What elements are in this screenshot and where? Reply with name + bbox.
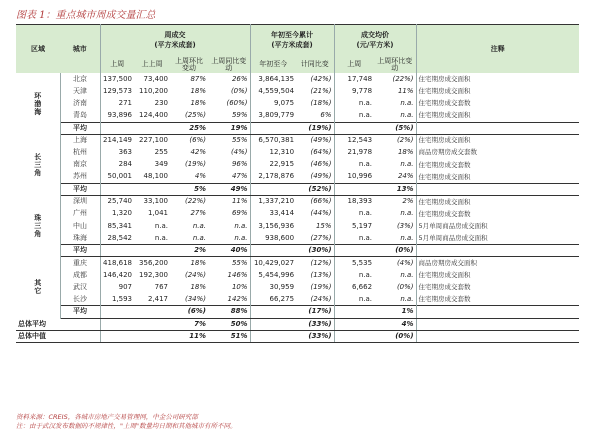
total-ytd-yoy: (33%) bbox=[296, 318, 334, 330]
average-label: 平均 bbox=[60, 245, 100, 257]
cell-ytd-yoy: (19%) bbox=[310, 282, 332, 291]
cell-note: 住宅期房成交面积 bbox=[416, 73, 579, 85]
region-char: 三 bbox=[34, 222, 42, 231]
cell-prev-week: 349 bbox=[154, 160, 168, 169]
cell-prev-week: 33,100 bbox=[143, 197, 168, 206]
cell-empty bbox=[416, 318, 579, 330]
cell-yoy: 11% bbox=[231, 197, 248, 206]
average-row bbox=[16, 183, 579, 195]
city-name: 武汉 bbox=[73, 282, 87, 291]
cell-note: 住宅期房成交面积 bbox=[416, 171, 579, 183]
cell-yoy: 10% bbox=[231, 282, 248, 291]
header-weekly-group bbox=[100, 25, 250, 57]
header-note: 注释 bbox=[416, 25, 579, 74]
cell-wow: 18% bbox=[190, 99, 206, 108]
city-name: 成都 bbox=[73, 270, 87, 279]
table-row bbox=[16, 257, 579, 269]
cell-price: 17,748 bbox=[334, 73, 374, 85]
table-container bbox=[16, 24, 579, 343]
cell-price-wow: n.a. bbox=[400, 294, 414, 303]
cell-empty bbox=[134, 330, 170, 342]
cell-price-wow: n.a. bbox=[400, 99, 414, 108]
cell-note: 住宅期房成交套数 bbox=[416, 98, 579, 110]
table-row bbox=[16, 110, 579, 122]
cell-note: 住宅期房成交面积 bbox=[416, 269, 579, 281]
cell-last-week: 271 bbox=[100, 98, 134, 110]
cell-note: 商品房期房成交套数 bbox=[416, 147, 579, 159]
cell-price-wow: 18% bbox=[397, 148, 414, 157]
cell-prev-week: n.a. bbox=[154, 221, 168, 230]
cell-price: 21,978 bbox=[334, 147, 374, 159]
cell-ytd: 2,178,876 bbox=[250, 171, 296, 183]
cell-price-wow: n.a. bbox=[400, 209, 414, 218]
avg-wow: 5% bbox=[170, 183, 208, 195]
cell-empty bbox=[134, 122, 170, 134]
total-wow: 11% bbox=[170, 330, 208, 342]
cell-last-week: 214,149 bbox=[100, 134, 134, 146]
cell-wow: n.a. bbox=[192, 233, 206, 242]
cell-ytd-yoy: (46%) bbox=[310, 160, 332, 169]
average-row bbox=[16, 245, 579, 257]
header-sub-ytd-yoy: 计同比变 bbox=[296, 56, 334, 73]
cell-ytd: 22,915 bbox=[250, 159, 296, 171]
cell-price-wow: (2%) bbox=[396, 136, 414, 145]
cell-price-wow: 11% bbox=[397, 86, 414, 95]
total-wow: 7% bbox=[170, 318, 208, 330]
cell-price-wow: n.a. bbox=[400, 111, 414, 120]
table-row bbox=[16, 85, 579, 97]
cell-ytd: 3,809,779 bbox=[250, 110, 296, 122]
city-name: 上海 bbox=[73, 136, 87, 145]
cell-note: 5月单周商品房成交面积 bbox=[416, 220, 579, 232]
cell-note: 5月单周商品房成交面积 bbox=[416, 232, 579, 244]
header-sub-price-wow: 上周环比变动 bbox=[374, 56, 416, 73]
header-sub-prev-week: 上上周 bbox=[134, 56, 170, 73]
cell-empty bbox=[100, 245, 134, 257]
region-char: 海 bbox=[34, 107, 42, 116]
avg-yoy: 19% bbox=[208, 122, 250, 134]
region-char: 角 bbox=[34, 168, 42, 177]
cell-yoy: 96% bbox=[231, 160, 248, 169]
cell-ytd: 6,570,381 bbox=[250, 134, 296, 146]
cell-price: 6,662 bbox=[334, 281, 374, 293]
cell-price-wow: 2% bbox=[402, 197, 414, 206]
table-row bbox=[16, 208, 579, 220]
cell-yoy: 55% bbox=[231, 136, 248, 145]
city-name: 青岛 bbox=[73, 111, 87, 120]
avg-price-wow: (0%) bbox=[374, 245, 416, 257]
cell-wow: 27% bbox=[190, 209, 206, 218]
cell-yoy: (4%) bbox=[230, 148, 248, 157]
avg-price-wow: 1% bbox=[374, 306, 416, 318]
region-char: 长 bbox=[34, 152, 42, 161]
cell-note: 住宅期房成交套数 bbox=[416, 281, 579, 293]
header-sub-ytd: 年初至今 bbox=[250, 56, 296, 73]
cell-empty bbox=[416, 183, 579, 195]
cell-ytd: 30,959 bbox=[250, 281, 296, 293]
region-label bbox=[16, 257, 60, 318]
cell-last-week: 93,896 bbox=[100, 110, 134, 122]
cell-last-week: 284 bbox=[100, 159, 134, 171]
total-ytd-yoy: (33%) bbox=[296, 330, 334, 342]
cell-ytd-yoy: (27%) bbox=[310, 233, 332, 242]
cell-ytd-yoy: 6% bbox=[320, 111, 332, 120]
cell-price-wow: (3%) bbox=[396, 221, 414, 230]
cell-price-wow: 24% bbox=[397, 172, 414, 181]
cell-last-week: 363 bbox=[100, 147, 134, 159]
cell-empty bbox=[134, 306, 170, 318]
cell-last-week: 1,320 bbox=[100, 208, 134, 220]
cell-last-week: 50,001 bbox=[100, 171, 134, 183]
footer-note: 注：由于武汉发布数据的不规律性，"上周"数量均日期和其他城市有所不同。 bbox=[16, 422, 237, 431]
cell-prev-week: 356,200 bbox=[139, 258, 168, 267]
cell-empty bbox=[416, 122, 579, 134]
city-name: 中山 bbox=[73, 221, 87, 230]
cell-wow: n.a. bbox=[192, 221, 206, 230]
cell-ytd-yoy: (66%) bbox=[310, 197, 332, 206]
cell-wow: (22%) bbox=[184, 197, 206, 206]
cell-ytd: 10,429,027 bbox=[250, 257, 296, 269]
cell-wow: (6%) bbox=[189, 136, 206, 145]
cell-ytd-yoy: (21%) bbox=[310, 86, 332, 95]
cell-last-week: 129,573 bbox=[100, 85, 134, 97]
city-name: 重庆 bbox=[73, 258, 87, 267]
average-label: 平均 bbox=[60, 183, 100, 195]
cell-yoy: 69% bbox=[231, 209, 248, 218]
cell-price: n.a. bbox=[334, 294, 374, 306]
region-char: 渤 bbox=[34, 99, 42, 108]
region-label bbox=[16, 73, 60, 134]
cell-last-week: 85,341 bbox=[100, 220, 134, 232]
header-sub-price-last-week: 上周 bbox=[334, 56, 374, 73]
city-transaction-table bbox=[16, 24, 579, 343]
total-yoy: 51% bbox=[208, 330, 250, 342]
cell-ytd-yoy: (24%) bbox=[310, 294, 332, 303]
city-name: 广州 bbox=[73, 209, 87, 218]
city-name: 深圳 bbox=[73, 197, 87, 206]
cell-ytd-yoy: (49%) bbox=[310, 136, 332, 145]
total-row bbox=[16, 330, 579, 342]
cell-empty bbox=[250, 245, 296, 257]
cell-empty bbox=[334, 318, 374, 330]
average-label: 平均 bbox=[60, 306, 100, 318]
cell-wow: 87% bbox=[190, 74, 206, 83]
avg-wow: (6%) bbox=[170, 306, 208, 318]
cell-empty bbox=[250, 330, 296, 342]
cell-prev-week: 48,100 bbox=[143, 172, 168, 181]
table-row bbox=[16, 98, 579, 110]
table-row bbox=[16, 232, 579, 244]
cell-ytd-yoy: (12%) bbox=[310, 258, 332, 267]
cell-wow: 18% bbox=[190, 86, 206, 95]
cell-empty bbox=[334, 122, 374, 134]
cell-yoy: 146% bbox=[227, 270, 248, 279]
cell-price: 5,197 bbox=[334, 220, 374, 232]
city-name: 济南 bbox=[73, 99, 87, 108]
cell-yoy: 47% bbox=[231, 172, 248, 181]
cell-yoy: n.a. bbox=[234, 233, 248, 242]
city-name: 杭州 bbox=[73, 148, 87, 157]
header-sub-yoy: 上周同比变动 bbox=[208, 56, 250, 73]
table-body bbox=[16, 73, 579, 343]
cell-ytd: 12,310 bbox=[250, 147, 296, 159]
avg-yoy: 88% bbox=[208, 306, 250, 318]
cell-ytd: 4,559,504 bbox=[250, 85, 296, 97]
region-char: 角 bbox=[34, 230, 42, 239]
avg-yoy: 40% bbox=[208, 245, 250, 257]
cell-empty bbox=[250, 183, 296, 195]
cell-empty bbox=[250, 306, 296, 318]
total-label: 总体平均 bbox=[16, 318, 100, 330]
cell-wow: (19%) bbox=[184, 160, 206, 169]
cell-note: 商品房期房成交面积 bbox=[416, 257, 579, 269]
table-row bbox=[16, 220, 579, 232]
city-name: 苏州 bbox=[73, 172, 87, 181]
cell-price-wow: n.a. bbox=[400, 233, 414, 242]
cell-empty bbox=[334, 306, 374, 318]
cell-last-week: 418,618 bbox=[100, 257, 134, 269]
table-row bbox=[16, 196, 579, 208]
cell-ytd-yoy: 15% bbox=[315, 221, 332, 230]
cell-note: 住宅期房成交套数 bbox=[416, 208, 579, 220]
cell-last-week: 25,740 bbox=[100, 196, 134, 208]
cell-empty bbox=[250, 318, 296, 330]
table-row bbox=[16, 171, 579, 183]
cell-ytd: 9,075 bbox=[250, 98, 296, 110]
cell-note: 住宅期房成交面积 bbox=[416, 196, 579, 208]
region-label bbox=[16, 134, 60, 195]
region-char: 珠 bbox=[34, 214, 42, 223]
cell-price-wow: (0%) bbox=[396, 282, 414, 291]
cell-wow: (24%) bbox=[184, 270, 206, 279]
cell-yoy: (0%) bbox=[230, 86, 248, 95]
header-sub-wow: 上周环比变动 bbox=[170, 56, 208, 73]
city-name: 长沙 bbox=[73, 294, 87, 303]
cell-prev-week: 227,100 bbox=[139, 136, 168, 145]
total-price-wow: (0%) bbox=[374, 330, 416, 342]
average-row bbox=[16, 306, 579, 318]
cell-price: 9,778 bbox=[334, 85, 374, 97]
cell-yoy: 26% bbox=[231, 74, 248, 83]
cell-price-wow: n.a. bbox=[400, 160, 414, 169]
cell-prev-week: 255 bbox=[154, 148, 168, 157]
cell-price: 18,393 bbox=[334, 196, 374, 208]
cell-prev-week: 2,417 bbox=[147, 294, 168, 303]
cell-note: 住宅期房成交面积 bbox=[416, 110, 579, 122]
cell-empty bbox=[334, 245, 374, 257]
cell-price: 12,543 bbox=[334, 134, 374, 146]
cell-empty bbox=[416, 306, 579, 318]
city-name: 珠海 bbox=[73, 233, 87, 242]
table-row bbox=[16, 281, 579, 293]
total-row bbox=[16, 318, 579, 330]
footer-source: 资料来源：CREIS，各城市房地产交易管理网，中金公司研究部 bbox=[16, 413, 198, 421]
header-weekly-group-label: 周成交 (平方米成套) bbox=[154, 31, 196, 49]
avg-ytd-yoy: (19%) bbox=[296, 122, 334, 134]
cell-prev-week: 230 bbox=[154, 99, 168, 108]
cell-empty bbox=[100, 122, 134, 134]
cell-ytd-yoy: (44%) bbox=[310, 209, 332, 218]
table-row bbox=[16, 159, 579, 171]
header-city: 城市 bbox=[60, 25, 100, 74]
cell-last-week: 1,593 bbox=[100, 294, 134, 306]
cell-wow: 4% bbox=[194, 172, 206, 181]
cell-ytd: 66,275 bbox=[250, 294, 296, 306]
cell-price: n.a. bbox=[334, 110, 374, 122]
cell-empty bbox=[134, 183, 170, 195]
header-region: 区域 bbox=[16, 25, 60, 74]
cell-prev-week: 73,400 bbox=[143, 74, 168, 83]
cell-note: 住宅期房成交面积 bbox=[416, 85, 579, 97]
cell-wow: 18% bbox=[190, 282, 206, 291]
cell-last-week: 907 bbox=[100, 281, 134, 293]
cell-empty bbox=[100, 318, 134, 330]
avg-price-wow: (5%) bbox=[374, 122, 416, 134]
header-price-group bbox=[334, 25, 416, 57]
table-row bbox=[16, 73, 579, 85]
cell-prev-week: 124,400 bbox=[139, 111, 168, 120]
cell-price: n.a. bbox=[334, 98, 374, 110]
cell-ytd: 1,337,210 bbox=[250, 196, 296, 208]
cell-price: n.a. bbox=[334, 159, 374, 171]
avg-ytd-yoy: (52%) bbox=[296, 183, 334, 195]
cell-empty bbox=[334, 183, 374, 195]
cell-empty bbox=[134, 318, 170, 330]
cell-wow: 42% bbox=[190, 148, 206, 157]
footer bbox=[16, 413, 236, 431]
cell-ytd: 5,454,996 bbox=[250, 269, 296, 281]
cell-ytd-yoy: (49%) bbox=[310, 172, 332, 181]
cell-empty bbox=[250, 122, 296, 134]
cell-empty bbox=[100, 183, 134, 195]
total-label: 总体中值 bbox=[16, 330, 100, 342]
avg-ytd-yoy: (17%) bbox=[296, 306, 334, 318]
cell-price-wow: (4%) bbox=[396, 258, 414, 267]
cell-empty bbox=[100, 306, 134, 318]
cell-price: n.a. bbox=[334, 232, 374, 244]
total-price-wow: 4% bbox=[374, 318, 416, 330]
city-name: 天津 bbox=[73, 86, 87, 95]
cell-last-week: 137,500 bbox=[100, 73, 134, 85]
cell-wow: 18% bbox=[190, 258, 206, 267]
cell-empty bbox=[100, 330, 134, 342]
cell-wow: (34%) bbox=[184, 294, 206, 303]
cell-yoy: 142% bbox=[227, 294, 248, 303]
cell-yoy: 59% bbox=[231, 111, 248, 120]
cell-prev-week: 767 bbox=[154, 282, 168, 291]
avg-wow: 25% bbox=[170, 122, 208, 134]
cell-note: 住宅期房成交面积 bbox=[416, 134, 579, 146]
cell-ytd-yoy: (18%) bbox=[310, 99, 332, 108]
cell-ytd: 33,414 bbox=[250, 208, 296, 220]
avg-price-wow: 13% bbox=[374, 183, 416, 195]
cell-ytd-yoy: (13%) bbox=[310, 270, 332, 279]
header-ytd-group bbox=[250, 25, 334, 57]
avg-wow: 2% bbox=[170, 245, 208, 257]
cell-price: n.a. bbox=[334, 269, 374, 281]
average-label: 平均 bbox=[60, 122, 100, 134]
table-row bbox=[16, 147, 579, 159]
cell-last-week: 28,542 bbox=[100, 232, 134, 244]
cell-ytd: 938,600 bbox=[250, 232, 296, 244]
cell-ytd-yoy: (42%) bbox=[310, 74, 332, 83]
avg-yoy: 49% bbox=[208, 183, 250, 195]
average-row bbox=[16, 122, 579, 134]
city-name: 南京 bbox=[73, 160, 87, 169]
total-yoy: 50% bbox=[208, 318, 250, 330]
cell-yoy: (60%) bbox=[226, 99, 248, 108]
cell-prev-week: 110,200 bbox=[139, 86, 168, 95]
cell-ytd-yoy: (64%) bbox=[310, 148, 332, 157]
chart-title: 图表 1：重点城市周成交量汇总 bbox=[16, 10, 156, 21]
table-row bbox=[16, 269, 579, 281]
cell-price: n.a. bbox=[334, 208, 374, 220]
cell-ytd: 3,156,936 bbox=[250, 220, 296, 232]
cell-yoy: n.a. bbox=[234, 221, 248, 230]
cell-wow: (25%) bbox=[184, 111, 206, 120]
city-name: 北京 bbox=[73, 74, 87, 83]
cell-empty bbox=[416, 245, 579, 257]
region-char: 其 bbox=[34, 279, 42, 288]
cell-price: 5,535 bbox=[334, 257, 374, 269]
cell-empty bbox=[134, 245, 170, 257]
region-char: 环 bbox=[34, 91, 42, 100]
cell-empty bbox=[334, 330, 374, 342]
header-ytd-group-label: 年初至今累计 (平方米成套) bbox=[271, 31, 314, 49]
table-row bbox=[16, 134, 579, 146]
cell-last-week: 146,420 bbox=[100, 269, 134, 281]
region-label bbox=[16, 196, 60, 257]
avg-ytd-yoy: (30%) bbox=[296, 245, 334, 257]
region-char: 它 bbox=[34, 287, 42, 296]
cell-price-wow: (22%) bbox=[392, 74, 414, 83]
cell-prev-week: 192,300 bbox=[139, 270, 168, 279]
header-price-group-label: 成交均价 (元/平方米) bbox=[356, 31, 394, 49]
cell-note: 住宅期房成交套数 bbox=[416, 159, 579, 171]
cell-price: 10,996 bbox=[334, 171, 374, 183]
cell-empty bbox=[416, 330, 579, 342]
cell-prev-week: 1,041 bbox=[147, 209, 168, 218]
cell-yoy: 55% bbox=[231, 258, 248, 267]
cell-note: 住宅期房成交套数 bbox=[416, 294, 579, 306]
cell-price-wow: n.a. bbox=[400, 270, 414, 279]
header-sub-last-week: 上周 bbox=[100, 56, 134, 73]
cell-ytd: 3,864,135 bbox=[250, 73, 296, 85]
region-char: 三 bbox=[34, 160, 42, 169]
cell-prev-week: n.a. bbox=[154, 233, 168, 242]
table-row bbox=[16, 294, 579, 306]
